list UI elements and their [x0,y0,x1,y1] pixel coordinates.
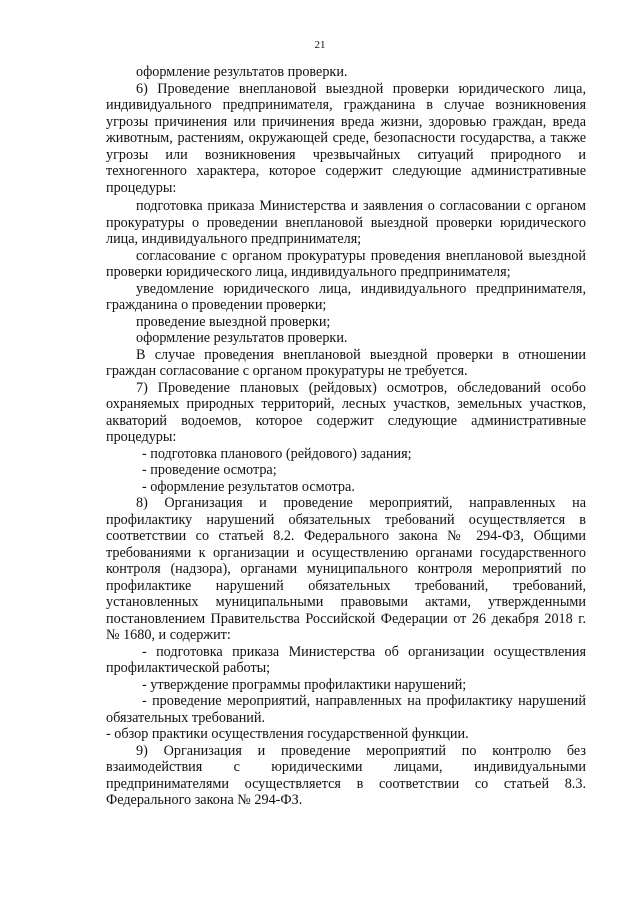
paragraph: оформление результатов проверки. [136,64,348,80]
list-item: - обзор практики осуществления государственной функции. [106,726,469,742]
paragraph: В случае проведения внеплановой выездной проверки в отношении граждан согласование с органом прокуратуры не требуется. [106,346,586,379]
list-item: - проведение мероприятий, направленных на профилактику нарушений обязательных требований. [106,693,586,726]
list-item: - подготовка приказа Министерства об организации осуществления профилактической работы; [106,643,586,676]
paragraph: согласование с органом прокуратуры проведения внеплановой выездной проверки юридического лица, индивидуального предпринимателя; [106,247,586,280]
paragraph: подготовка приказа Министерства и заявления о согласовании с органом прокуратуры о проведении внеплановой выездной проверки юридического лица, индивидуального предпринимателя; [106,198,586,247]
paragraph: уведомление юридического лица, индивидуального предпринимателя, гражданина о проведении проверки; [106,280,586,313]
document-body [106,64,586,809]
list-item: - подготовка планового (рейдового) задания; [142,445,412,462]
paragraph: 9) Организация и проведение мероприятий по контролю без взаимодействия с юридическими лицами, индивидуальными предпринимателями осуществляется в соответствии со статьей 8.3. Федерального закона № 294-ФЗ. [106,742,586,808]
paragraph: проведение выездной проверки; [136,313,331,330]
list-item: - утверждение программы профилактики нарушений; [142,676,467,693]
page-number: 21 [314,39,326,51]
paragraph: 6) Проведение внеплановой выездной проверки юридического лица, индивидуального предпринимателя, гражданина в случае возникновения угрозы причинения или причинения вреда жизни, здоровью граждан, вреда животным, растениям, окружающей среде, безопасности государства, а также угрозы или возникновения чрезвычайных ситуаций природного и техногенного характера, которое содержит следующие административные процедуры: [106,80,586,196]
paragraph: 8) Организация и проведение мероприятий, направленных на профилактику нарушений обязательных требований осуществляется в соответствии со статьей 8.2. Федерального закона № 294-ФЗ, Общими требованиями к организации и осуществлению органами государственного контроля (надзора), органами муниципального контроля мероприятий по профилактике нарушений обязательных требований, требований, установленных муниципальными правовыми актами, утвержденными постановлением Правительства Российской Федерации от 26 декабря 2018 г. № 1680, и содержит: [106,495,586,643]
list-item: - проведение осмотра; [142,462,277,478]
list-item: - оформление результатов осмотра. [142,478,355,495]
paragraph: оформление результатов проверки. [136,330,348,346]
paragraph: 7) Проведение плановых (рейдовых) осмотров, обследований особо охраняемых природных территорий, лесных участков, земельных участков, акваторий водоемов, которое содержит следующие административные процедуры: [106,379,586,445]
